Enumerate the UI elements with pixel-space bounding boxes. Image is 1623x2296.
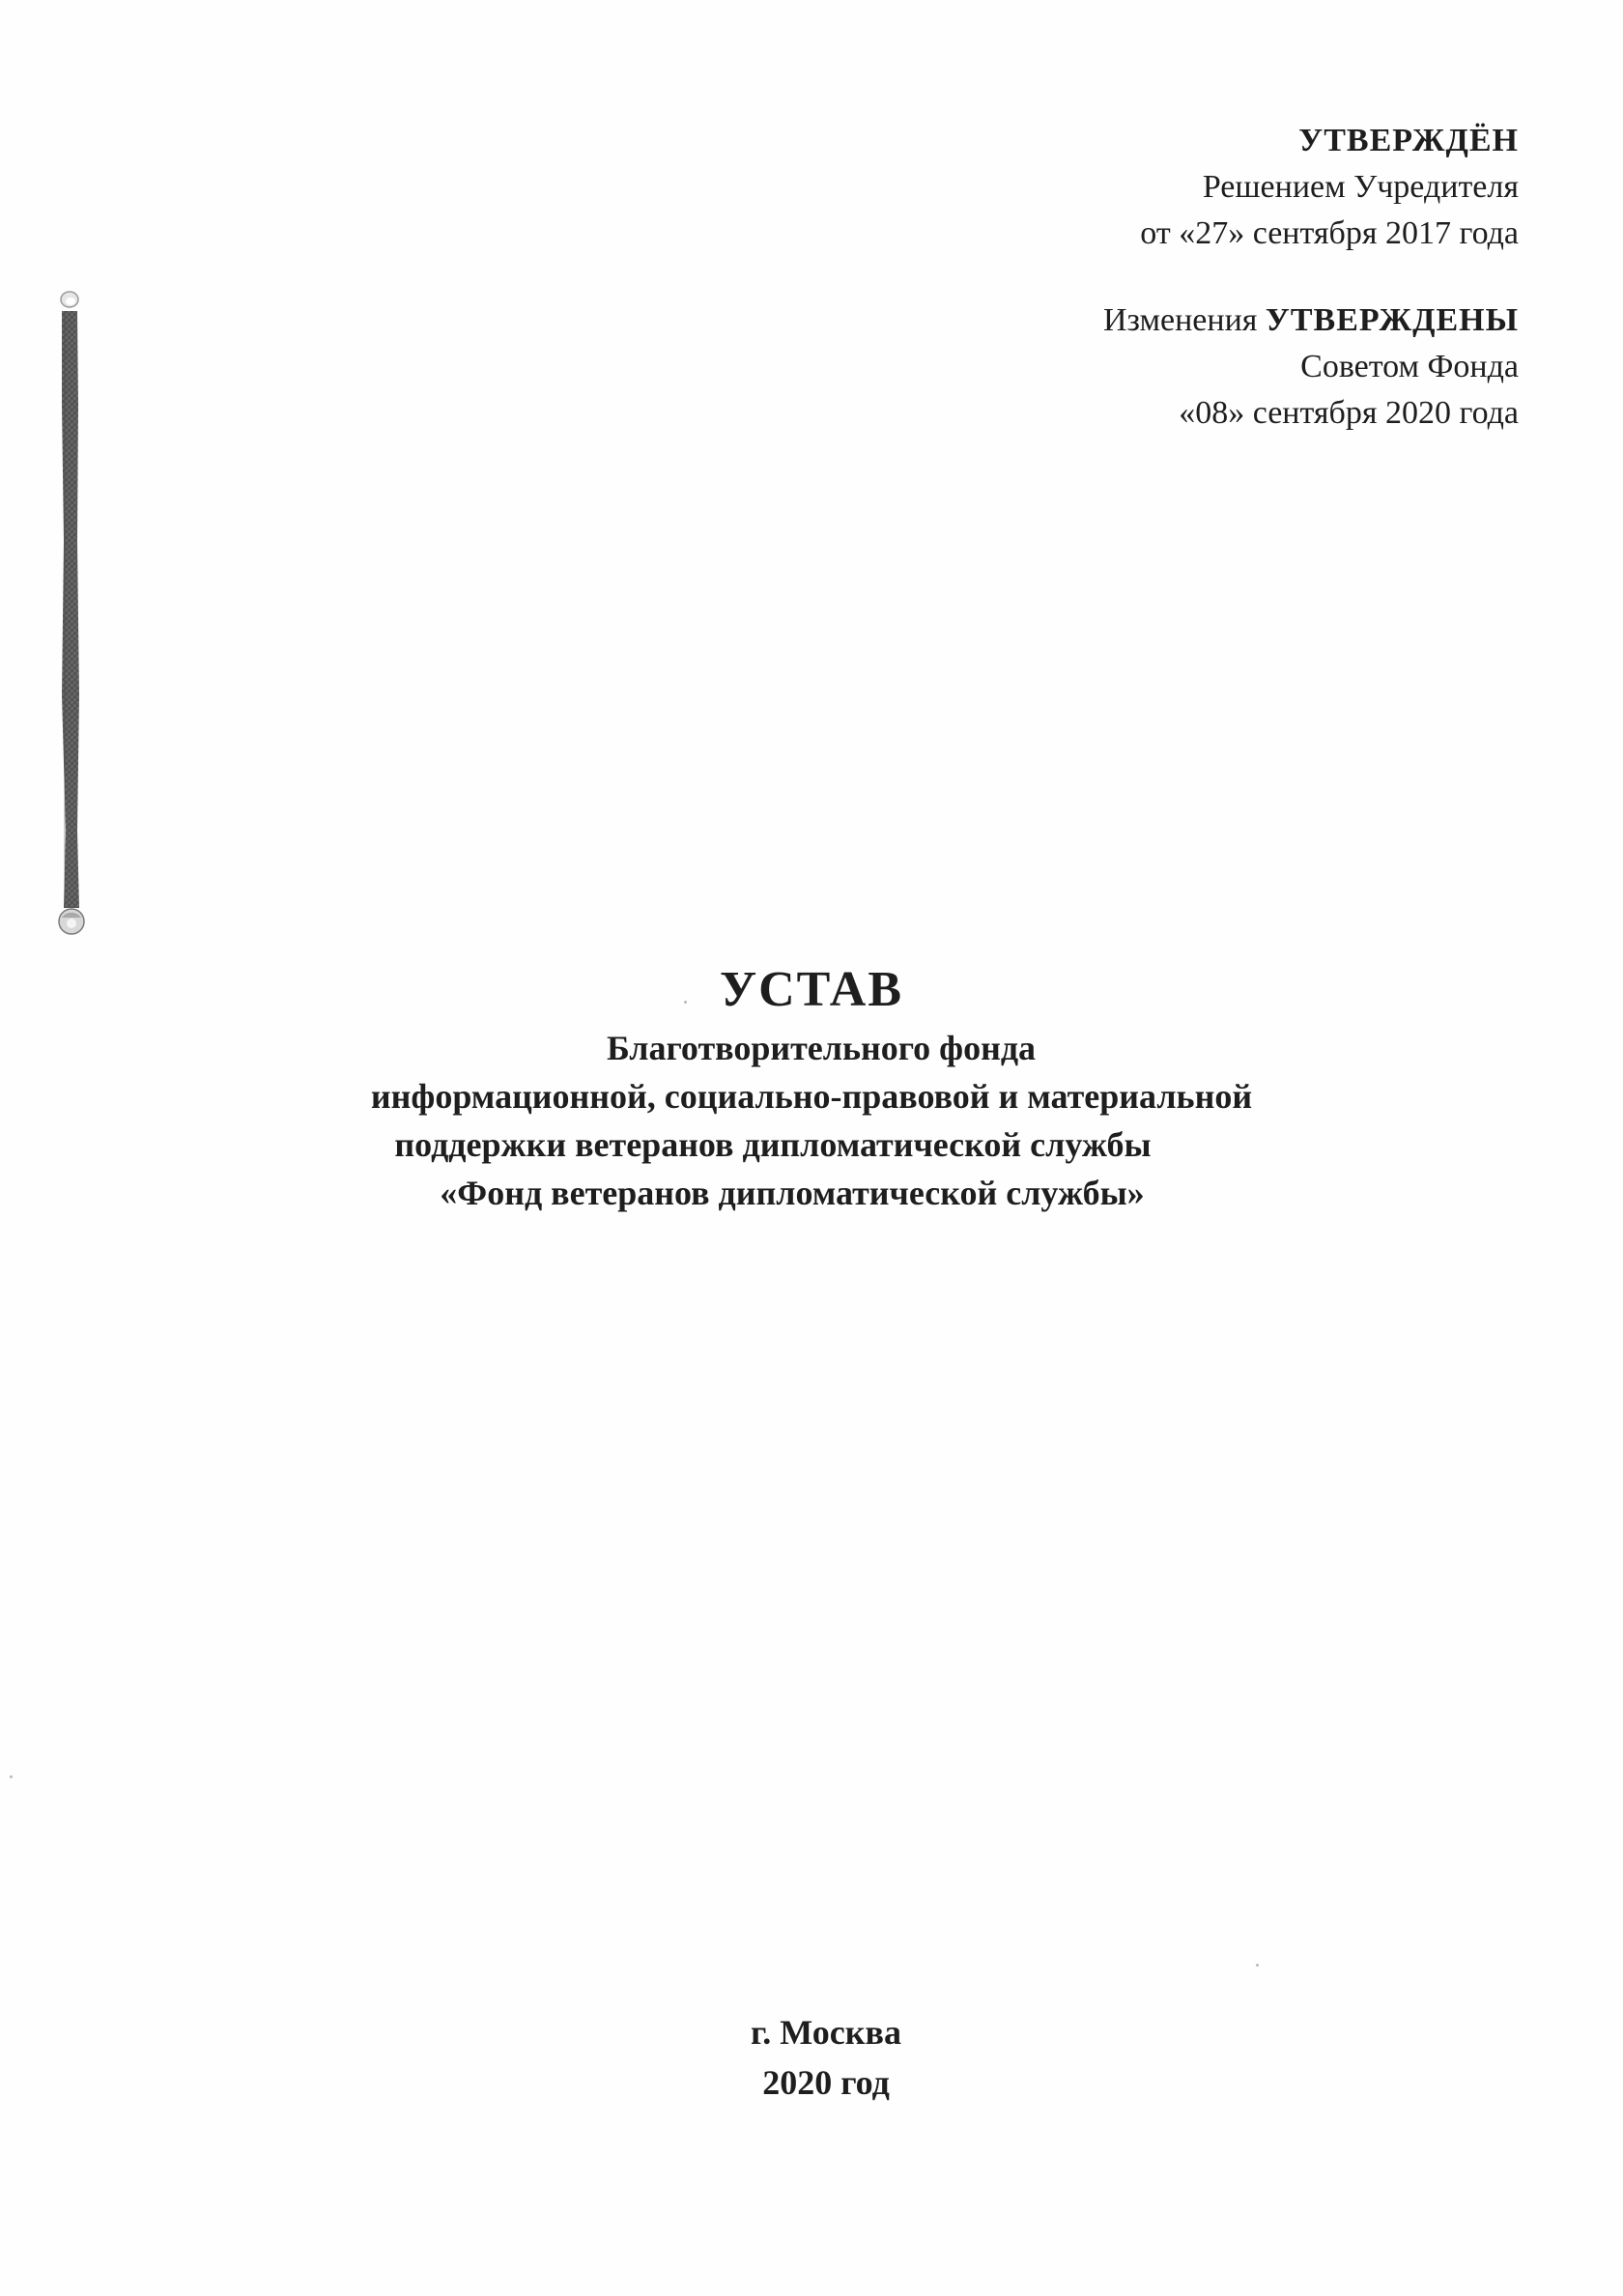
year: 2020 год — [762, 2063, 890, 2102]
changes-approved-word: УТВЕРЖДЕНЫ — [1265, 302, 1519, 338]
changes-approved-line — [842, 298, 1519, 344]
city: г. Москва — [751, 2013, 901, 2052]
title-line-1: Благотворительного фонда — [606, 1029, 1037, 1067]
approval-date: от «27» сентября 2017 года — [1140, 215, 1519, 251]
charter-title-block — [0, 956, 1623, 1217]
changes-date: «08» сентября 2020 года — [1179, 395, 1519, 431]
title-line-4: «Фонд ветеранов дипломатической службы» — [440, 1174, 1145, 1212]
title-line-3: поддержки ветеранов дипломатической службы — [394, 1125, 1152, 1164]
place-year-block — [0, 2007, 1623, 2108]
council-line: Советом Фонда — [1300, 349, 1519, 384]
binding-ribbon — [56, 290, 85, 947]
scan-speck — [684, 1001, 687, 1004]
charter-title: УСТАВ — [719, 962, 904, 1017]
title-line-2: информационной, социально-правовой и материальной — [370, 1077, 1253, 1116]
approval-block — [842, 118, 1519, 437]
scan-speck — [10, 1775, 13, 1778]
approved-heading: УТВЕРЖДЁН — [1298, 123, 1519, 158]
founder-decision: Решением Учредителя — [1202, 169, 1519, 205]
changes-prefix: Изменения — [1102, 302, 1258, 338]
scan-speck — [1256, 1964, 1259, 1967]
